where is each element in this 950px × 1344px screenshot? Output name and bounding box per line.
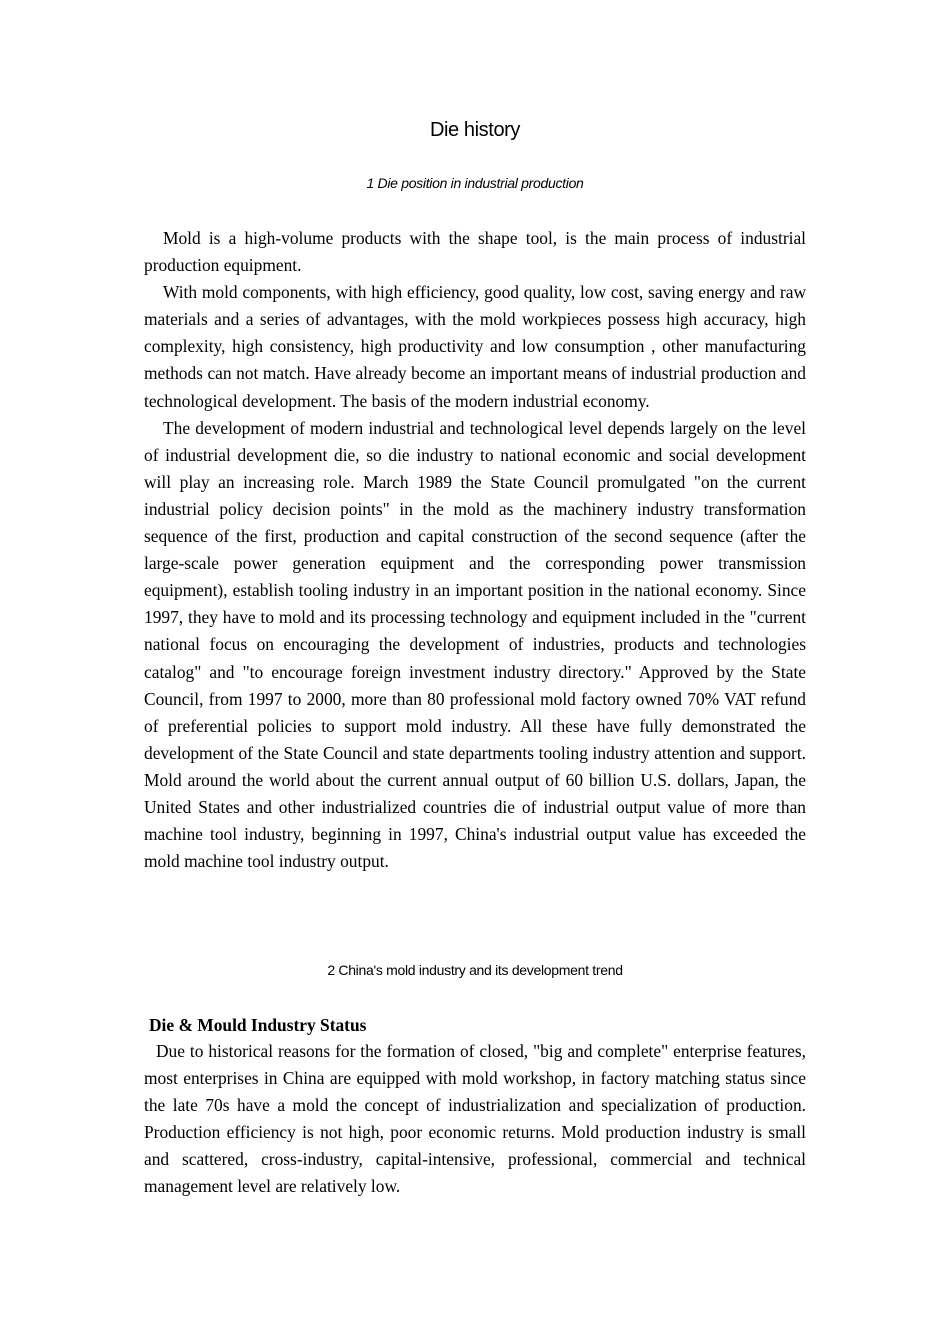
section-1-body (144, 225, 806, 875)
paragraph: Mold is a high-volume products with the shape tool, is the main process of industrial production equipment. (144, 228, 806, 276)
paragraph: With mold components, with high efficiency, good quality, low cost, saving energy and raw materials and a series of advantages, with the mold workpieces possess high accuracy, high complexity, high consistency, high productivity and low consumption , other manufacturing methods can not match. Have already become an important means of industrial production and technological development. The basis of the modern industrial economy. (144, 282, 806, 411)
section-1-heading: 1 Die position in industrial production (366, 175, 584, 191)
section-2-heading: 2 China's mold industry and its development trend (327, 962, 623, 978)
status-subheading: Die & Mould Industry Status (149, 1015, 367, 1035)
paragraph: The development of modern industrial and technological level depends largely on the level of industrial development die, so die industry to national economic and social development will play an increasing role. March 1989 the State Council promulgated "on the current industrial policy decision points" in the mold as the machinery industry transformation sequence of the first, production and capital construction of the second sequence (after the large-scale power generation equipment and the corresponding power transmission equipment), establish tooling industry in an important position in the national economy. Since 1997, they have to mold and its processing technology and equipment included in the "current national focus on encouraging the development of industries, products and technologies catalog" and "to encourage foreign investment industry directory." Approved by the State Council, from 1997 to 2000, more than 80 professional mold factory owned 70% VAT refund of preferential policies to support mold industry. All these have fully demonstrated the development of the State Council and state departments tooling industry attention and support. Mold around the world about the current annual output of 60 billion U.S. dollars, Japan, the United States and other industrialized countries die of industrial output value of more than machine tool industry, beginning in 1997, China's industrial output value has exceeded the mold machine tool industry output. (144, 417, 806, 872)
document-title: Die history (429, 119, 521, 141)
paragraph: Due to historical reasons for the formation of closed, "big and complete" enterprise features, most enterprises in China are equipped with mold workshop, in factory matching status since the late 70s have a mold the concept of industrialization and specialization of production. Production efficiency is not high, poor economic returns. Mold production industry is small and scattered, cross-industry, capital-intensive, professional, commercial and technical management level are relatively low. (144, 1041, 806, 1197)
